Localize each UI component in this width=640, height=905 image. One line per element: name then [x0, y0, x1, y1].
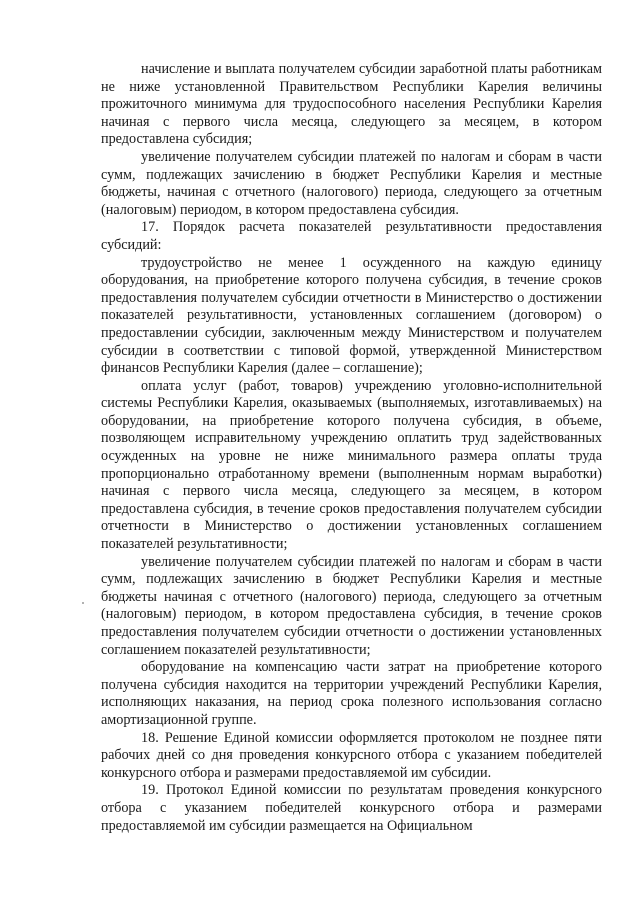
scan-speck	[82, 602, 84, 604]
paragraph-employment: трудоустройство не менее 1 осужденного на каждую единицу оборудования, на приобретение которого получена субсидия, в течение сроков предоставления получателем субсидии отчетности в Министерство о достижении показателей результативности, установленных соглашением (договором) о предоставлении субсидии, заключенным между Министерством и получателем субсидии в соответствии с типовой формой, утвержденной Министерством финансов Республики Карелия (далее – соглашение);	[101, 254, 602, 377]
document-page	[101, 61, 602, 835]
paragraph-wage-payment: начисление и выплата получателем субсидии заработной платы работникам не ниже установленной Правительством Республики Карелия величины прожиточного минимума для трудоспособного населения Республики Карелия начиная с первого числа месяца, следующего за месяцем, в котором предоставлена субсидия;	[101, 61, 602, 148]
paragraph-section-18: 18. Решение Единой комиссии оформляется протоколом не позднее пяти рабочих дней со дня проведения конкурсного отбора с указанием победителей конкурсного отбора и размерами предоставляемой им субсидии.	[101, 729, 602, 781]
paragraph-tax-increase: увеличение получателем субсидии платежей по налогам и сборам в части сумм, подлежащих зачислению в бюджет Республики Карелия и местные бюджеты, начиная с отчетного (налогового) периода, следующего за отчетным (налоговым) периодом, в котором предоставлена субсидия.	[101, 148, 602, 218]
paragraph-section-17: 17. Порядок расчета показателей результативности предоставления субсидий:	[101, 219, 602, 253]
paragraph-services-payment: оплата услуг (работ, товаров) учреждению уголовно-исполнительной системы Республики Карелия, оказываемых (выполняемых, изготавливаемых) на оборудовании, на приобретение которого получена субсидия, в объеме, позволяющем исправительному учреждению оплатить труд задействованных осужденных на уровне не ниже минимального размера оплаты труда пропорционально отработанному времени (выполненным нормам выработки) начиная с первого числа месяца, следующего за месяцем, в котором предоставлена субсидия, в течение сроков предоставления получателем субсидии отчетности в Министерство о достижении установленных соглашением показателей результативности;	[101, 377, 602, 553]
paragraph-tax-increase-reporting: увеличение получателем субсидии платежей по налогам и сборам в части сумм, подлежащих зачислению в бюджет Республики Карелия и местные бюджеты начиная с отчетного (налогового) периода, следующего за отчетным (налоговым) периодом, в котором предоставлена субсидия, в течение сроков предоставления получателем субсидии отчетности о достижении установленных соглашением показателей результативности;	[101, 553, 602, 658]
paragraph-section-19: 19. Протокол Единой комиссии по результатам проведения конкурсного отбора с указанием победителей конкурсного отбора и размерами предоставляемой им субсидии размещается на Официальном	[101, 782, 602, 834]
paragraph-equipment-location: оборудование на компенсацию части затрат на приобретение которого получена субсидия находится на территории учреждений Республики Карелия, исполняющих наказания, на период срока полезного использования согласно амортизационной группе.	[101, 659, 602, 728]
